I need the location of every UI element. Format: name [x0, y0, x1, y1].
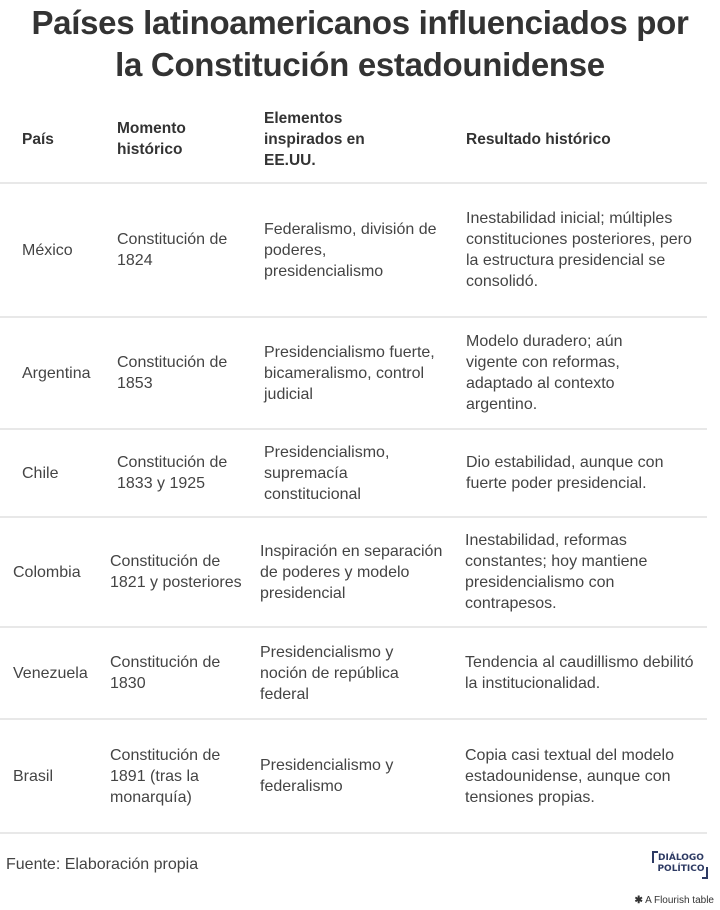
cell-resultado: Copia casi textual del modelo estadounidense, aunque con tensiones propias. — [465, 746, 675, 806]
cell-momento: Constitución de 1821 y posteriores — [110, 553, 242, 591]
cell-momento: Constitución de 1830 — [110, 654, 221, 692]
cell-pais: Venezuela — [13, 664, 88, 682]
header-resultado: Resultado histórico — [466, 130, 611, 148]
cell-elementos: Presidencialismo, supremacía constitucional — [264, 443, 390, 503]
logo-bracket-right — [702, 867, 708, 879]
cell-resultado: Dio estabilidad, aunque con fuerte poder presidencial. — [466, 454, 664, 492]
cell-momento: Constitución de 1833 y 1925 — [117, 454, 228, 492]
cell-resultado: Modelo duradero; aún vigente con reformas, adaptado al contexto argentino. — [466, 333, 623, 413]
cell-elementos: Presidencialismo fuerte, bicameralismo, control judicial — [264, 343, 435, 403]
table-row — [0, 430, 707, 518]
cell-pais: Argentina — [22, 364, 91, 382]
table-row — [0, 184, 707, 318]
cell-elementos: Presidencialismo y federalismo — [260, 757, 394, 795]
page-title — [0, 0, 720, 86]
table-header-row — [0, 96, 707, 184]
flourish-label: A Flourish table — [645, 895, 714, 906]
cell-pais: Brasil — [13, 767, 54, 785]
asterisk-icon: ✱ — [634, 895, 643, 906]
cell-elementos: Presidencialismo y noción de república federal — [260, 643, 399, 703]
dialogo-politico-logo — [652, 851, 708, 879]
header-pais: País — [22, 130, 54, 148]
header-elementos: Elementos inspirados en EE.UU. — [264, 109, 365, 169]
cell-elementos: Federalismo, división de poderes, presidencialismo — [264, 220, 437, 280]
cell-momento: Constitución de 1891 (tras la monarquía) — [110, 746, 221, 806]
cell-pais: Chile — [22, 464, 59, 482]
logo-line-1: DIÁLOGO — [658, 853, 704, 863]
cell-pais: México — [22, 241, 73, 259]
cell-momento: Constitución de 1824 — [117, 231, 228, 269]
cell-resultado: Tendencia al caudillismo debilitó la institucionalidad. — [465, 654, 694, 692]
logo-line-2: POLÍTICO — [657, 864, 705, 874]
flourish-credit-link[interactable] — [634, 895, 714, 906]
title-line-1: Países latinoamericanos influenciados por — [31, 4, 689, 41]
cell-resultado: Inestabilidad inicial; múltiples constituciones posteriores, pero la estructura presidencial se consolidó. — [466, 210, 692, 290]
table-row — [0, 518, 707, 628]
table-row — [0, 720, 707, 834]
cell-momento: Constitución de 1853 — [117, 354, 228, 392]
header-momento: Momento histórico — [117, 120, 186, 158]
cell-elementos: Inspiración en separación de poderes y modelo presidencial — [260, 542, 443, 602]
table-row — [0, 318, 707, 430]
table-row — [0, 628, 707, 720]
source-note: Fuente: Elaboración propia — [6, 856, 199, 873]
cell-resultado: Inestabilidad, reformas constantes; hoy mantiene presidencialismo con contrapesos. — [465, 532, 648, 612]
title-line-2: la Constitución estadounidense — [115, 46, 605, 83]
cell-pais: Colombia — [13, 563, 81, 581]
